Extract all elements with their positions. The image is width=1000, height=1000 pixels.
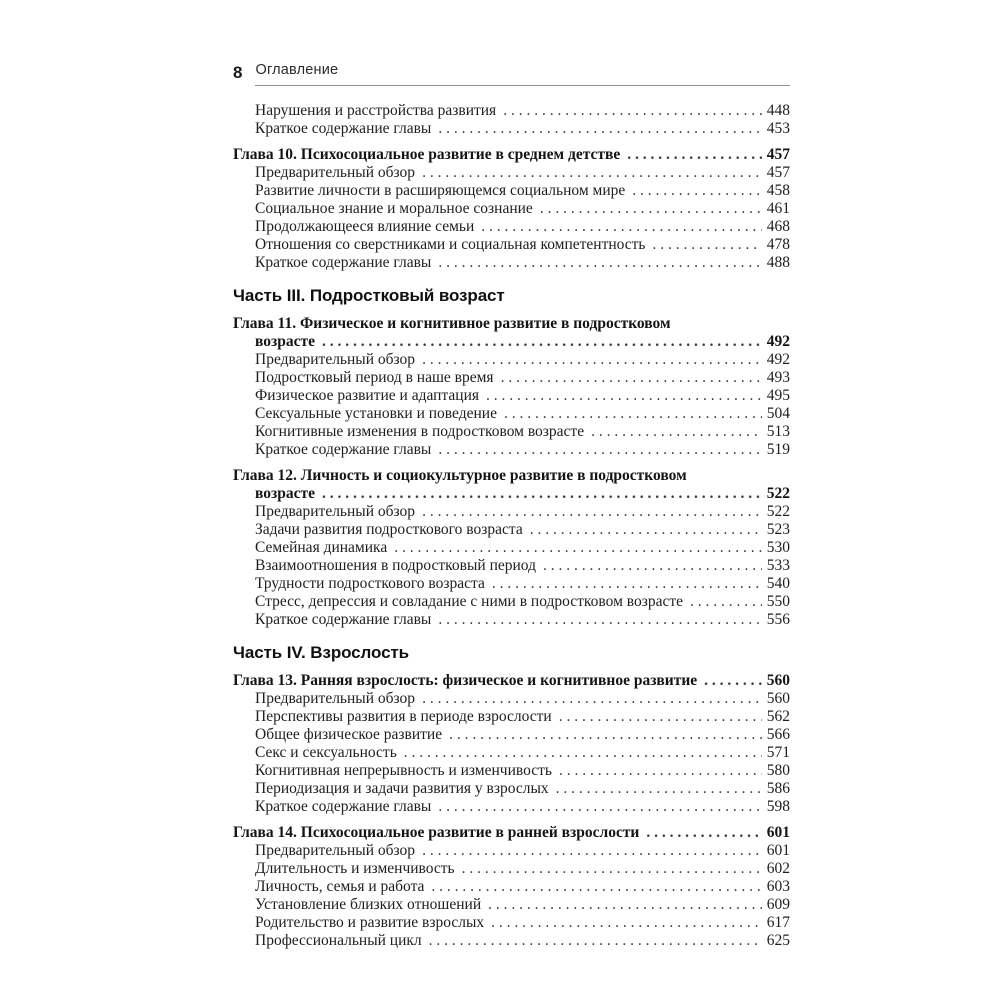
dot-leader	[491, 914, 762, 932]
toc-entry-page: 617	[766, 914, 790, 931]
running-head-rule	[255, 61, 790, 86]
toc-entry	[233, 593, 790, 611]
toc-entry-page: 560	[766, 672, 790, 689]
toc-entry-page: 458	[766, 182, 790, 199]
toc-block	[233, 824, 790, 950]
toc-entry-page: 504	[766, 405, 790, 422]
toc-entry-label: Краткое содержание главы	[255, 441, 432, 458]
toc-entry-label: Сексуальные установки и поведение	[255, 405, 497, 422]
toc-entry-page: 519	[766, 441, 790, 458]
toc-entry-label: Личность, семья и работа	[255, 878, 425, 895]
toc-entry-page: 571	[766, 744, 790, 761]
toc-entry-label: Перспективы развития в периоде взрослости	[255, 708, 552, 725]
toc-entry-label: Нарушения и расстройства развития	[255, 102, 497, 119]
dot-leader	[422, 690, 762, 708]
toc-chapter-entry	[233, 485, 790, 503]
toc-entry-label: Краткое содержание главы	[255, 120, 432, 137]
toc-entry-page: 609	[766, 896, 790, 913]
toc-entry-page: 540	[766, 575, 790, 592]
toc-block	[233, 315, 790, 459]
toc-entry-label: Профессиональный цикл	[255, 932, 422, 949]
toc-entry-page: 601	[766, 842, 790, 859]
toc-entry-page: 598	[766, 798, 790, 815]
toc-entry	[233, 405, 790, 423]
toc-entry-label: Развитие личности в расширяющемся социальном мире	[255, 182, 626, 199]
toc-entry	[233, 798, 790, 816]
toc-entry-label: Когнитивная непрерывность и изменчивость	[255, 762, 552, 779]
dot-leader	[322, 333, 762, 351]
dot-leader	[503, 102, 762, 120]
toc-entry-label: Предварительный обзор	[255, 842, 416, 859]
toc-entry-label: Трудности подросткового возраста	[255, 575, 485, 592]
toc-entry-page: 453	[766, 120, 790, 137]
toc-entry	[233, 726, 790, 744]
dot-leader	[627, 146, 761, 164]
toc-entry	[233, 182, 790, 200]
toc-entry	[233, 896, 790, 914]
toc-entry-page: 522	[766, 503, 790, 520]
toc-entry-label: Краткое содержание главы	[255, 798, 432, 815]
toc-entry	[233, 102, 790, 120]
dot-leader	[438, 441, 761, 459]
toc-entry-label: Общее физическое развитие	[255, 726, 443, 743]
toc-entry	[233, 351, 790, 369]
dot-leader	[431, 878, 761, 896]
toc-entry-page: 492	[766, 333, 790, 350]
toc-entry	[233, 842, 790, 860]
toc-entry-page: 550	[766, 593, 790, 610]
toc-entry-page: 580	[766, 762, 790, 779]
toc-chapter-entry	[233, 672, 790, 690]
dot-leader	[501, 369, 762, 387]
toc-entry-page: 530	[766, 539, 790, 556]
toc-block	[233, 102, 790, 138]
toc-entry-label: Краткое содержание главы	[255, 611, 432, 628]
toc-entry-label: Длительность и изменчивость	[255, 860, 455, 877]
dot-leader	[422, 503, 762, 521]
toc-entry	[233, 236, 790, 254]
toc-entry-page: 625	[766, 932, 790, 949]
toc-entry-page: 556	[766, 611, 790, 628]
dot-leader	[591, 423, 762, 441]
toc-entry-page: 586	[766, 780, 790, 797]
toc-entry-label: Глава 12. Личность и социокультурное развитие в подростковом	[233, 467, 687, 484]
dot-leader	[543, 557, 762, 575]
toc-entry-label: Отношения со сверстниками и социальная компетентность	[255, 236, 646, 253]
toc-entry	[233, 914, 790, 932]
toc-entry-label: Взаимоотношения в подростковый период	[255, 557, 536, 574]
toc-entry-label: возрасте	[255, 333, 315, 350]
dot-leader	[422, 842, 762, 860]
dot-leader	[704, 672, 762, 690]
toc-entry-label: Предварительный обзор	[255, 690, 416, 707]
toc-entry-label: Периодизация и задачи развития у взрослых	[255, 780, 549, 797]
dot-leader	[504, 405, 762, 423]
toc-entry	[233, 575, 790, 593]
dot-leader	[449, 726, 762, 744]
toc-entry-page: 461	[766, 200, 790, 217]
toc-entry	[233, 254, 790, 272]
toc-entry	[233, 503, 790, 521]
toc-entry-page: 560	[766, 690, 790, 707]
toc-entry-page: 513	[766, 423, 790, 440]
toc-entry	[233, 932, 790, 950]
toc-entry	[233, 690, 790, 708]
toc-entry-page: 601	[766, 824, 790, 841]
toc-entry-label: Социальное знание и моральное сознание	[255, 200, 533, 217]
dot-leader	[690, 593, 762, 611]
toc-entry-page: 495	[766, 387, 790, 404]
dot-leader	[481, 218, 761, 236]
toc-entry	[233, 369, 790, 387]
toc-entry-page: 523	[766, 521, 790, 538]
toc-entry	[233, 218, 790, 236]
toc-entry-label: Когнитивные изменения в подростковом возрасте	[255, 423, 585, 440]
toc-entry-page: 488	[766, 254, 790, 271]
dot-leader	[492, 575, 762, 593]
toc-block	[233, 672, 790, 816]
toc-entry-label: Семейная динамика	[255, 539, 388, 556]
dot-leader	[486, 387, 762, 405]
dot-leader	[632, 182, 762, 200]
toc-chapter-entry	[233, 467, 790, 485]
toc-entry-label: возрасте	[255, 485, 315, 502]
toc-entry-label: Краткое содержание главы	[255, 254, 432, 271]
dot-leader	[429, 932, 762, 950]
dot-leader	[404, 744, 762, 762]
toc-entry-label: Задачи развития подросткового возраста	[255, 521, 523, 538]
dot-leader	[556, 780, 762, 798]
toc-entry-label: Предварительный обзор	[255, 351, 416, 368]
toc-entry	[233, 611, 790, 629]
running-head-title: Оглавление	[255, 62, 339, 78]
table-of-contents	[233, 102, 790, 950]
toc-entry-label: Продолжающееся влияние семьи	[255, 218, 475, 235]
toc-entry-page: 492	[766, 351, 790, 368]
toc-entry-label: Установление близких отношений	[255, 896, 482, 913]
toc-entry-label: Глава 11. Физическое и когнитивное развитие в подростковом	[233, 315, 671, 332]
dot-leader	[559, 708, 762, 726]
toc-entry	[233, 708, 790, 726]
toc-entry-page: 493	[766, 369, 790, 386]
dot-leader	[653, 236, 762, 254]
toc-entry-label: Глава 13. Ранняя взрослость: физическое и когнитивное развитие	[233, 672, 698, 689]
toc-entry-label: Глава 14. Психосоциальное развитие в ранней взрослости	[233, 824, 640, 841]
toc-entry-label: Секс и сексуальность	[255, 744, 397, 761]
dot-leader	[438, 254, 761, 272]
toc-entry	[233, 780, 790, 798]
toc-entry-page: 562	[766, 708, 790, 725]
dot-leader	[646, 824, 761, 842]
toc-entry	[233, 164, 790, 182]
dot-leader	[462, 860, 762, 878]
toc-entry-page: 522	[766, 485, 790, 502]
toc-entry-page: 602	[766, 860, 790, 877]
dot-leader	[438, 798, 761, 816]
toc-chapter-entry	[233, 315, 790, 333]
toc-chapter-entry	[233, 333, 790, 351]
toc-entry-page: 448	[766, 102, 790, 119]
toc-entry	[233, 200, 790, 218]
toc-entry	[233, 860, 790, 878]
toc-entry-page: 457	[766, 146, 790, 163]
dot-leader	[530, 521, 762, 539]
dot-leader	[438, 611, 761, 629]
dot-leader	[488, 896, 762, 914]
toc-entry	[233, 539, 790, 557]
dot-leader	[438, 120, 761, 138]
toc-entry-label: Предварительный обзор	[255, 164, 416, 181]
toc-entry-page: 468	[766, 218, 790, 235]
toc-entry	[233, 878, 790, 896]
dot-leader	[559, 762, 762, 780]
toc-entry-label: Глава 10. Психосоциальное развитие в среднем детстве	[233, 146, 621, 163]
toc-entry-page: 457	[766, 164, 790, 181]
toc-entry	[233, 521, 790, 539]
toc-block	[233, 146, 790, 272]
toc-entry	[233, 557, 790, 575]
toc-entry	[233, 441, 790, 459]
dot-leader	[422, 351, 762, 369]
toc-entry	[233, 762, 790, 780]
toc-entry-page: 533	[766, 557, 790, 574]
toc-entry	[233, 120, 790, 138]
running-head	[233, 61, 790, 86]
part-heading: Часть IV. Взрослость	[233, 643, 409, 662]
part-heading: Часть III. Подростковый возраст	[233, 286, 505, 305]
toc-entry-label: Предварительный обзор	[255, 503, 416, 520]
toc-entry-page: 566	[766, 726, 790, 743]
toc-entry	[233, 387, 790, 405]
toc-entry-label: Подростковый период в наше время	[255, 369, 494, 386]
toc-entry-label: Родительство и развитие взрослых	[255, 914, 485, 931]
dot-leader	[394, 539, 762, 557]
dot-leader	[540, 200, 762, 218]
page-number: 8	[233, 63, 243, 82]
toc-chapter-entry	[233, 824, 790, 842]
toc-entry-label: Стресс, депрессия и совладание с ними в подростковом возрасте	[255, 593, 684, 610]
toc-entry-page: 478	[766, 236, 790, 253]
dot-leader	[322, 485, 762, 503]
dot-leader	[422, 164, 762, 182]
toc-block	[233, 467, 790, 629]
toc-entry-page: 603	[766, 878, 790, 895]
toc-entry	[233, 744, 790, 762]
toc-entry	[233, 423, 790, 441]
toc-chapter-entry	[233, 146, 790, 164]
toc-entry-label: Физическое развитие и адаптация	[255, 387, 479, 404]
